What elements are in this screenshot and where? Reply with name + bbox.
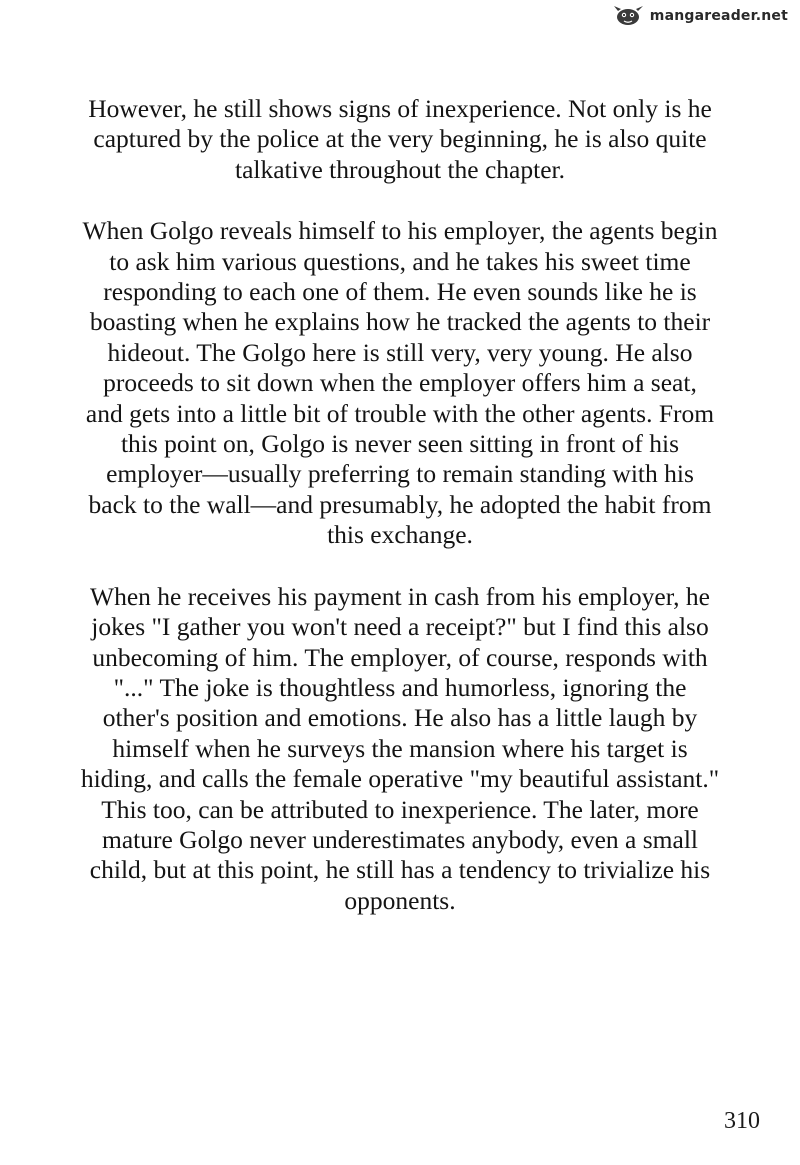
paragraph-1: However, he still shows signs of inexperience. Not only is he captured by the police at the very beginning, he is also quite talkative throughout the chapter. (88, 94, 712, 184)
paragraph-3: When he receives his payment in cash from his employer, he jokes "I gather you won't need a receipt?" but I find this also unbecoming of him. The employer, of course, responds with "..." The joke is thoughtless and humorless, ignoring the other's position and emotions. He also has a little laugh by himself when he surveys the mansion where his target is hiding, and calls the female operative "my beautiful assistant." This too, can be attributed to inexperience. The later, more mature Golgo never underestimates anybody, even a small child, but at this point, he still has a tendency to trivialize his opponents. (80, 581, 720, 915)
mascot-icon (612, 4, 646, 28)
watermark (612, 4, 788, 28)
body-text (34, 94, 766, 947)
paragraph-2: When Golgo reveals himself to his employer, the agents begin to ask him various questions, and he takes his sweet time responding to each one of them. He even sounds like he is boasting when he explains how he tracked the agents to their hideout. The Golgo here is still very, very young. He also proceeds to sit down when the employer offers him a seat, and gets into a little bit of trouble with the other agents. From this point on, Golgo is never seen sitting in front of his employer—usually preferring to remain standing with his back to the wall—and presumably, he adopted the habit from this exchange. (82, 216, 718, 550)
watermark-text: mangareader.net (649, 8, 788, 24)
page-number: 310 (724, 1108, 760, 1134)
